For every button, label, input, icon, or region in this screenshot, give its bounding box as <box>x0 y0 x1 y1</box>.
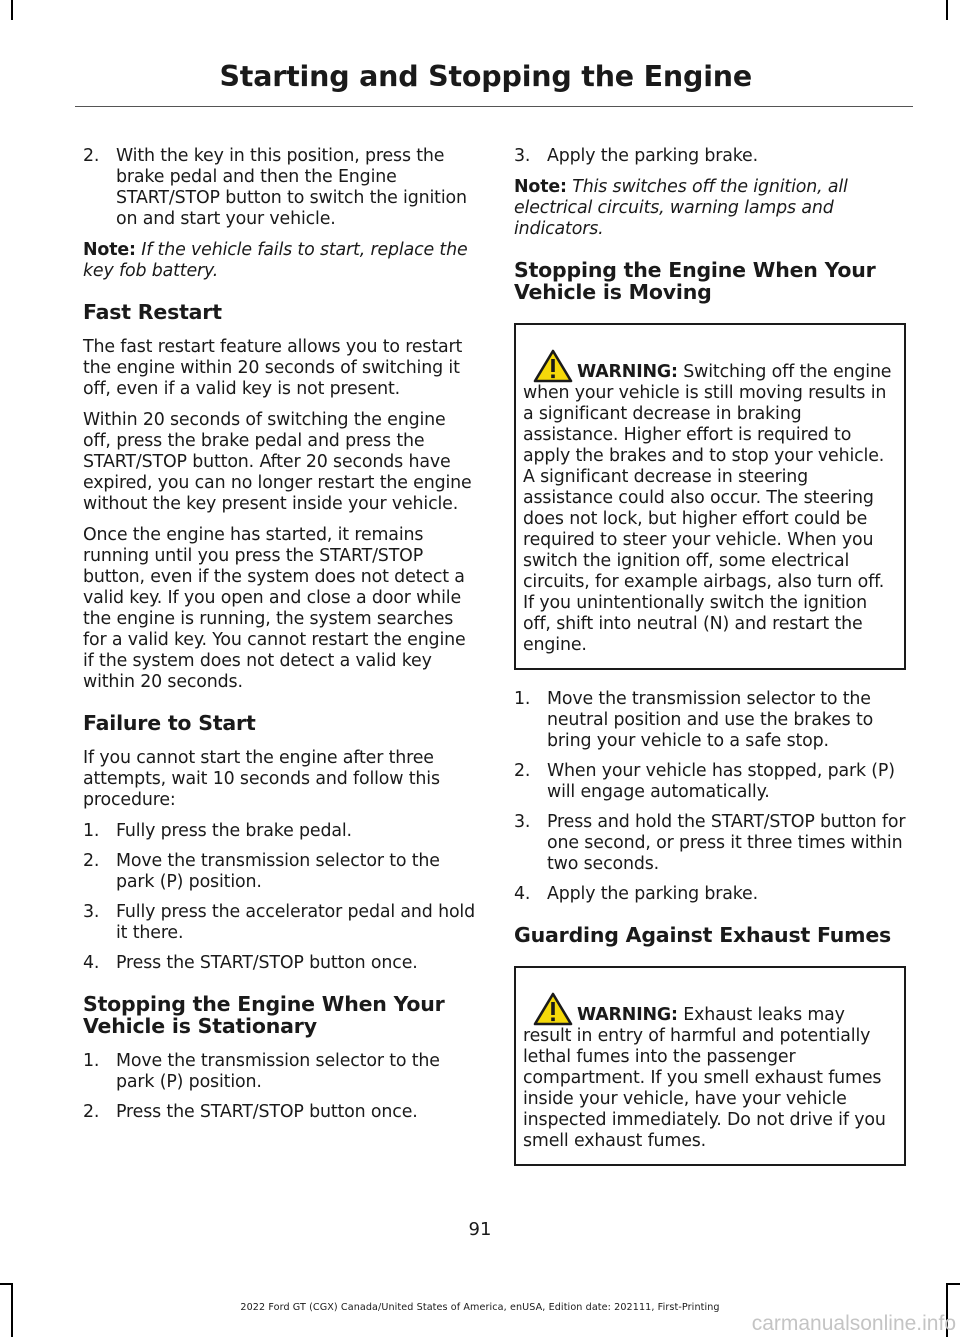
note <box>83 240 475 282</box>
heading-exhaust-fumes: Guarding Against Exhaust Fumes <box>514 923 892 947</box>
list-item <box>83 851 475 893</box>
list-item <box>83 953 475 974</box>
stationary-steps-continued <box>514 146 906 167</box>
list-item <box>514 761 906 803</box>
paragraph: Within 20 seconds of switching the engine off, press the brake pedal and press the START/STOP button. After 20 seconds have expired, you can no longer restart the engine without the key present inside your vehicle. <box>83 410 472 514</box>
step-text: Fully press the brake pedal. <box>116 821 352 841</box>
step-text: Move the transmission selector to the neutral position and use the brakes to bring your vehicle to a safe stop. <box>547 689 874 751</box>
warning-triangle-icon <box>533 349 573 383</box>
note-label: Note: <box>83 240 136 260</box>
list-item <box>83 902 475 944</box>
list-item <box>83 146 475 230</box>
step-text: Press the START/STOP button once. <box>116 1102 418 1122</box>
start-steps-continued <box>83 146 475 230</box>
page-title: Starting and Stopping the Engine <box>219 60 752 93</box>
step-number: 2. <box>83 851 100 871</box>
step-text: With the key in this position, press the brake pedal and then the Engine START/STOP button to switch the ignition on and start your vehicle. <box>116 146 467 229</box>
step-number: 1. <box>83 821 100 841</box>
warning-text: Switching off the engine when your vehicle is still moving results in a significant decrease in braking assistance. Higher effort is required to apply the brakes and to stop your vehicle. A significant decrease in steering assistance could also occur. The steering does not lock, but higher effort could be required to steer your vehicle. When you switch the ignition off, some electrical circuits, for example airbags, also turn off. If you unintentionally switch the ignition off, shift into neutral (N) and restart the engine. <box>523 362 892 655</box>
crop-mark-top-right-v <box>946 0 948 20</box>
header-divider <box>75 106 913 107</box>
warning-box-exhaust <box>514 966 906 1166</box>
crop-mark-bottom-left-h <box>0 1283 13 1285</box>
step-number: 2. <box>514 761 531 781</box>
failure-steps <box>83 821 475 974</box>
step-number: 3. <box>83 902 100 922</box>
stationary-steps <box>83 1051 475 1123</box>
note-text: If the vehicle fails to start, replace the key fob battery. <box>83 240 468 281</box>
warning-label: WARNING: <box>577 362 678 382</box>
step-text: Fully press the accelerator pedal and hold it there. <box>116 902 476 943</box>
paragraph: The fast restart feature allows you to restart the engine within 20 seconds of switching it off, even if a valid key is not present. <box>83 337 463 399</box>
heading-stopping-stationary: Stopping the Engine When Your Vehicle is Stationary <box>83 992 445 1038</box>
step-text: Press and hold the START/STOP button for one second, or press it three times within two seconds. <box>547 812 906 874</box>
list-item <box>514 884 906 905</box>
heading-fast-restart: Fast Restart <box>83 300 222 324</box>
step-text: When your vehicle has stopped, park (P) will engage automatically. <box>547 761 895 802</box>
list-item <box>514 812 906 875</box>
step-number: 3. <box>514 146 531 166</box>
note-text: This switches off the ignition, all electrical circuits, warning lamps and indicators. <box>514 177 848 239</box>
step-text: Apply the parking brake. <box>547 884 758 904</box>
step-number: 2. <box>83 1102 100 1122</box>
paragraph: If you cannot start the engine after three attempts, wait 10 seconds and follow this procedure: <box>83 748 440 810</box>
paragraph: Once the engine has started, it remains running until you press the START/STOP button, even if the system does not detect a valid key. If you open and close a door while the engine is running, the system searches for a valid key. You cannot restart the engine if the system does not detect a valid key within 20 seconds. <box>83 525 466 692</box>
note-label: Note: <box>514 177 567 197</box>
list-item <box>514 689 906 752</box>
step-text: Apply the parking brake. <box>547 146 758 166</box>
step-number: 1. <box>83 1051 100 1071</box>
edition-footer: 2022 Ford GT (CGX) Canada/United States of America, enUSA, Edition date: 202111, First-Printing <box>240 1302 720 1313</box>
left-column <box>83 146 475 1133</box>
heading-failure-to-start: Failure to Start <box>83 711 256 735</box>
crop-mark-top-left-v <box>11 0 13 20</box>
step-number: 2. <box>83 146 100 166</box>
warning-triangle-icon <box>533 992 573 1026</box>
step-number: 4. <box>83 953 100 973</box>
list-item <box>83 821 475 842</box>
list-item <box>83 1102 475 1123</box>
step-text: Move the transmission selector to the park (P) position. <box>116 1051 440 1092</box>
warning-box-moving <box>514 323 906 670</box>
note <box>514 177 906 240</box>
list-item <box>514 146 906 167</box>
step-text: Press the START/STOP button once. <box>116 953 418 973</box>
step-number: 3. <box>514 812 531 832</box>
step-text: Move the transmission selector to the park (P) position. <box>116 851 440 892</box>
step-number: 4. <box>514 884 531 904</box>
right-column <box>514 146 906 1185</box>
page-number: 91 <box>468 1219 492 1240</box>
warning-text: Exhaust leaks may result in entry of harmful and potentially lethal fumes into the passenger compartment. If you smell exhaust fumes inside your vehicle, have your vehicle inspected immediately. Do not drive if you smell exhaust fumes. <box>523 1005 886 1151</box>
moving-steps <box>514 689 906 905</box>
watermark: carmanualsonline.info <box>751 1312 956 1335</box>
heading-stopping-moving: Stopping the Engine When Your Vehicle is Moving <box>514 258 876 304</box>
list-item <box>83 1051 475 1093</box>
warning-label: WARNING: <box>577 1005 678 1025</box>
crop-mark-bottom-right-h <box>946 1283 960 1285</box>
warning-paragraph <box>523 992 897 1152</box>
warning-paragraph <box>523 349 897 656</box>
step-number: 1. <box>514 689 531 709</box>
